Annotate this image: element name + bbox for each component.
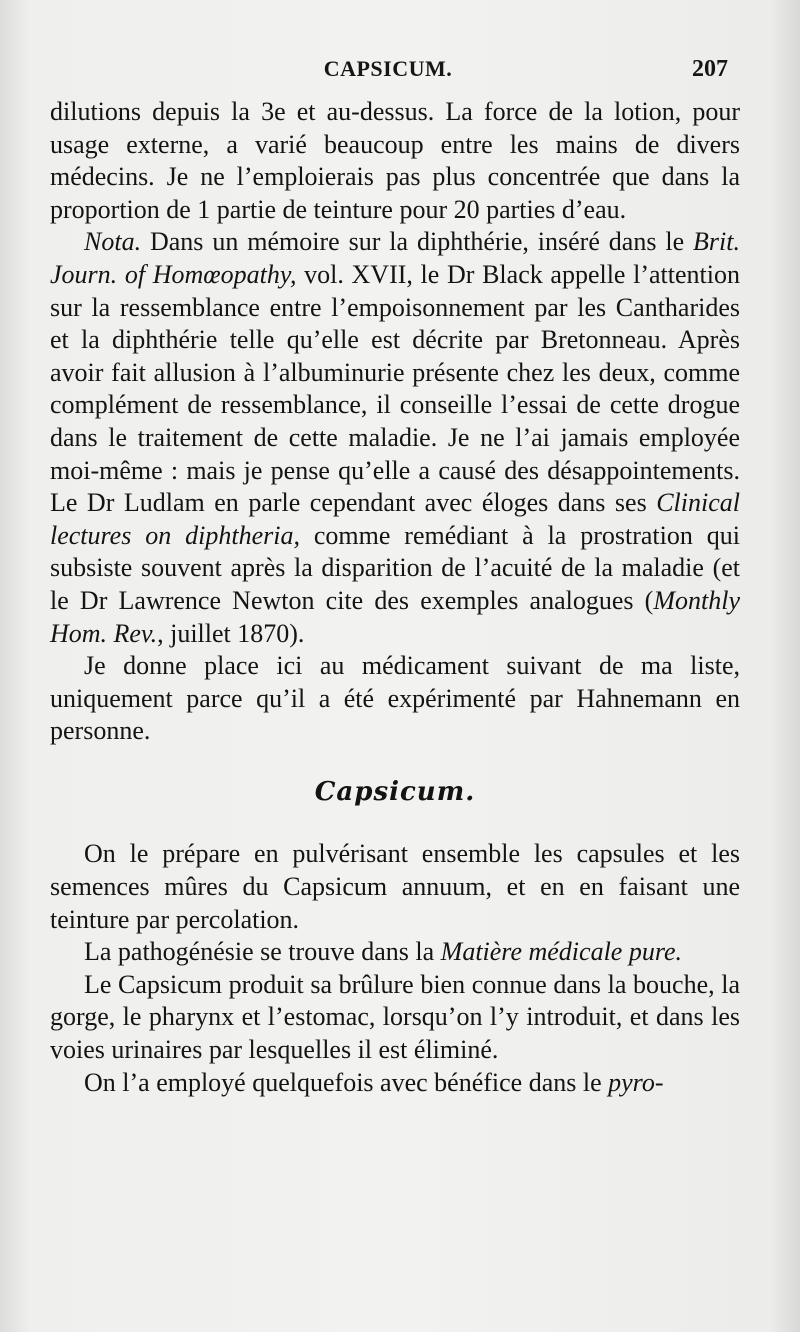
usage-tail: pyro-: [608, 1067, 664, 1097]
nota-label: Nota.: [84, 227, 142, 257]
lectures-title: Clinical lectures on diphtheria,: [50, 488, 740, 550]
source-title: Matière médicale pure.: [440, 937, 683, 967]
page-number: 207: [692, 56, 728, 82]
paragraph-pathogenesis: [50, 936, 740, 969]
journal-title: Brit. Journ. of Homœopathy,: [50, 227, 740, 289]
nota-text-a: Dans un mémoire sur la diphthérie, inséré dans le: [141, 227, 694, 257]
paragraph-intro: Je donne place ici au médicament suivant de ma liste, uniquement parce qu’il a été expérimenté par Hahnemann en personne.: [50, 651, 740, 746]
page-header: [48, 56, 728, 86]
review-title: Monthly Hom. Rev.: [50, 585, 740, 648]
nota-text-d: , juillet 1870).: [157, 618, 305, 648]
paragraph-effects: Le Capsicum produit sa brûlure bien connue dans la bouche, la gorge, le pharynx et l’estomac, lorsqu’on l’y introduit, et dans les voies urinaires par lesquelles il est éliminé.: [50, 969, 740, 1065]
paragraph-usage: [50, 1067, 740, 1100]
pathogenesis-text: La pathogénésie se trouve dans la: [84, 937, 441, 967]
nota-text-b: vol. XVII, le Dr Black appelle l’attention sur la ressemblance entre l’empoisonnement par les Cantharides et la diphthérie telle qu’elle est décrite par Bretonneau. Après avoir fait allusion à l’albuminurie présente chez les deux, comme complément de ressemblance, il conseille l’essai de cette drogue dans le traitement de cette maladie. Je ne l’ai jamais employée moi-même : mais je pense qu’elle a causé des désappointements. Le Dr Ludlam en parle cependant avec éloges dans ses: [50, 259, 740, 518]
paragraph-preparation: On le prépare en pulvérisant ensemble les capsules et les semences mûres du Capsicum annuum, et en en faisant une teinture par percolation.: [50, 839, 740, 934]
paragraph-nota: [50, 226, 740, 650]
body-text: [50, 96, 740, 1099]
nota-text-c: comme remédiant à la prostration qui subsiste souvent après la disparition de l’acuité de la maladie (et le Dr Lawrence Newton cite des exemples analogues (: [50, 520, 740, 615]
running-title: CAPSICUM.: [323, 56, 453, 81]
section-heading: Capsicum.: [314, 776, 476, 807]
usage-text: On l’a employé quelquefois avec bénéfice dans le: [84, 1067, 609, 1097]
paragraph-continuation: dilutions depuis la 3e et au-dessus. La force de la lotion, pour usage externe, a varié beaucoup entre les mains de divers médecins. Je ne l’emploierais pas plus concentrée que dans la proportion de 1 partie de teinture pour 20 parties d’eau.: [50, 97, 740, 224]
